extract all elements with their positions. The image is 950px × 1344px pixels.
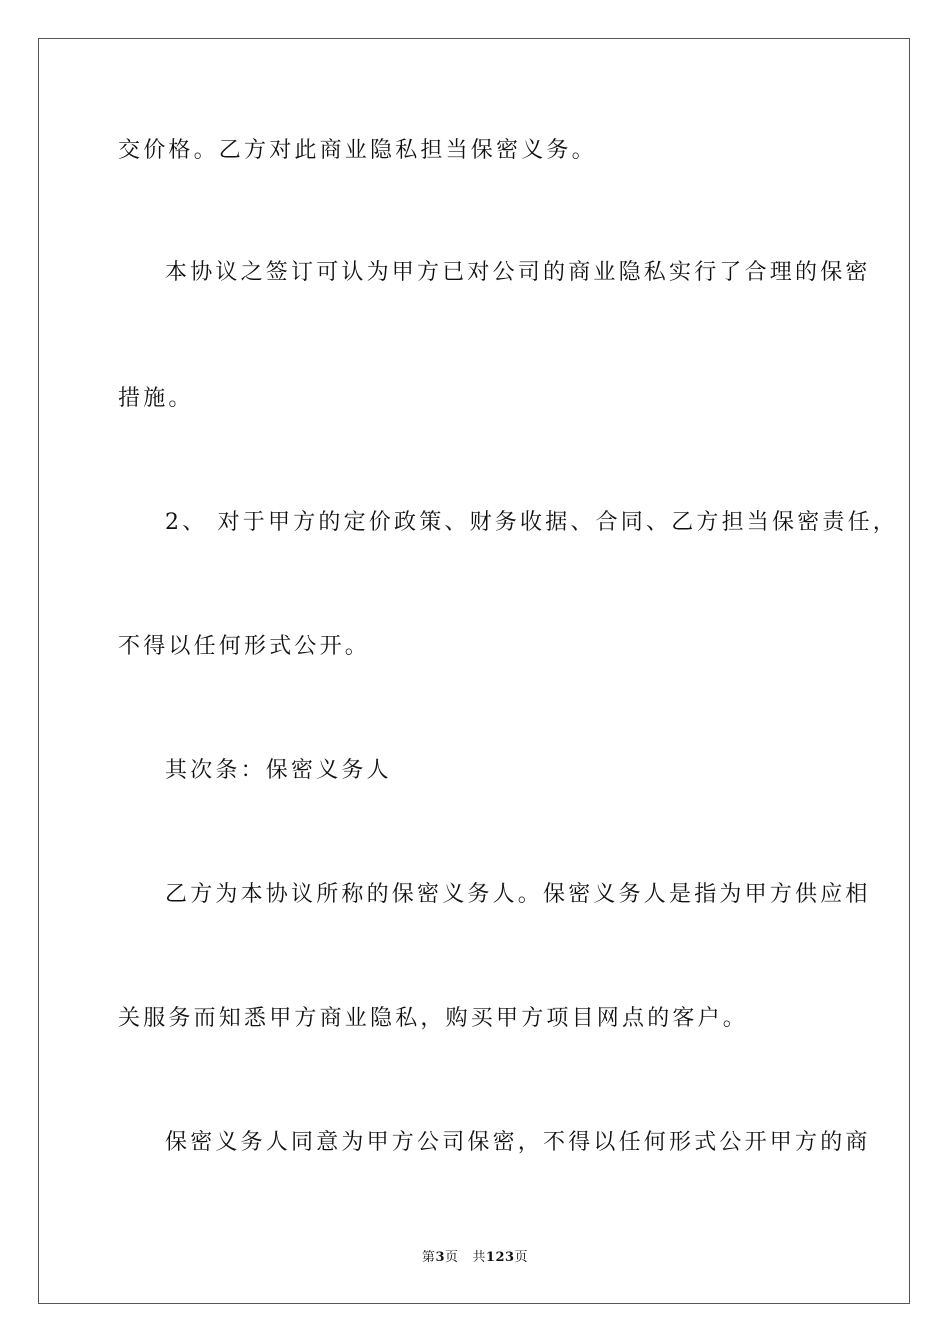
- body-text-line-9: 保密义务人同意为甲方公司保密，不得以任何形式公开甲方的商: [165, 1130, 871, 1155]
- body-text-line-8: 关服务而知悉甲方商业隐私，购买甲方项目网点的客户。: [118, 1006, 749, 1031]
- body-text-line-3: 措施。: [118, 386, 194, 411]
- page-suffix: 页: [444, 1250, 459, 1265]
- body-text-line-2: 本协议之签订可认为甲方已对公司的商业隐私实行了合理的保密: [165, 260, 871, 285]
- body-text-line-4: 2、 对于甲方的定价政策、财务收据、合同、乙方担当保密责任，: [165, 510, 898, 535]
- page-footer: [0, 1246, 950, 1265]
- page-border: [38, 38, 910, 1304]
- body-text-line-1: 交价格。乙方对此商业隐私担当保密义务。: [118, 138, 597, 163]
- total-pages: 123: [485, 1250, 515, 1265]
- page-prefix: 第: [421, 1250, 436, 1265]
- section-heading: 其次条：保密义务人: [165, 758, 392, 783]
- total-suffix: 页: [514, 1250, 529, 1265]
- page-number: 3: [435, 1250, 445, 1265]
- body-text-line-7: 乙方为本协议所称的保密义务人。保密义务人是指为甲方供应相: [165, 882, 871, 907]
- total-prefix: 共: [472, 1250, 486, 1265]
- body-text-line-5: 不得以任何形式公开。: [118, 634, 371, 659]
